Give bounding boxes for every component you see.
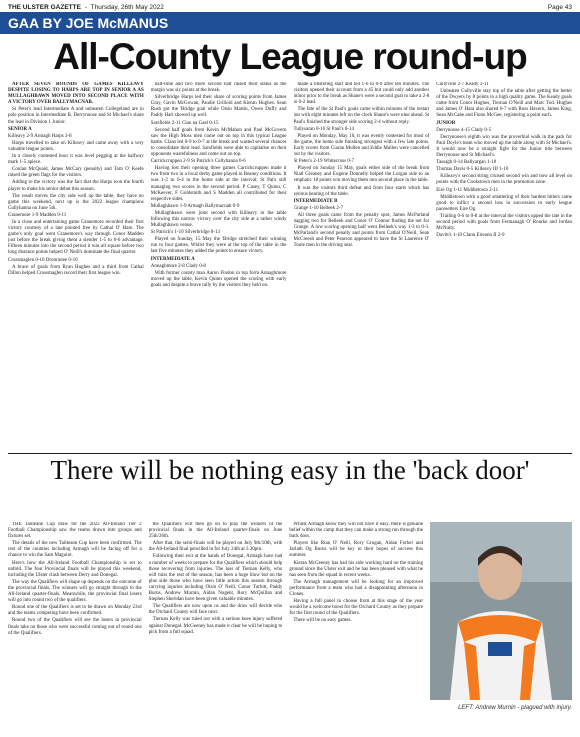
article-paragraph: Middletown with a good smattering of their hardest hitters came good to inflict a second loss in succession to early league pacesetters Eire Og. <box>436 194 572 212</box>
article-paragraph: AFTER SEVEN ROUNDS OF GAMES KILLEAVY DESPITE LOSING TO HARPS ARE TOP IN SENIOR A AS MULLAGHBAWN MOVED INTO SECOND PLACE WITH A VICTORY OVER BALLYMACNAB. <box>8 82 144 106</box>
article-paragraph: Conlan McQuaid, James McCary (penalty) and Tom O' Keefe raised the green flags for the visitors. <box>8 167 144 179</box>
match-result: Crossmaglen 0-10 Dromintee 0-10 <box>8 257 78 263</box>
article-paragraph: In a closely contested hour it was level pegging at the halfway mark 1-5 apiece. <box>8 154 144 166</box>
photo-caption: LEFT: Andrew Murnin - plagued with injury. <box>458 705 572 711</box>
article-paragraph: Silverbridge Harps led their share of scoring points from James Gray, Gavin McGowan, Paudie Grilloid and Kieran Hughes. Sean Rush got the 'Bridge goal while Oisin Martin, Owen Duffy and Paddy Hart showed up well. <box>150 95 287 119</box>
article-paragraph: made a blistering start and led 1-6 to 0-0 after ten minutes. The visitors opened their account from a 45 but could only add another minor prior to the break as Shane's were a second goal to take a 2-8 to 0-2 lead. <box>293 82 430 106</box>
article-paragraph: The fate of the St Paul's goals came within minutes of the restart but with eight minutes left on the clock Shane's were nine ahead. St Paul's finished the stronger side scoring 2-4 without reply. <box>293 107 430 125</box>
article-paragraph: Kieran McGeeney has had his side working hard on the training ground since the Ulster exit and he has been pleased with what he has seen from the squad in recent weeks. <box>289 560 424 578</box>
article-paragraph: THE Tailteann Cup draw for the 2022 All-Ireland Tier 2 Football Championship saw the teams drawn into groups and fixtures set. <box>8 522 142 540</box>
match-result: Thomas Davis 0-5 Killeavy III 1-10 <box>436 167 509 173</box>
match-result: St Patrick's 1-10 Silverbridge 0-13 <box>150 230 220 236</box>
article-paragraph: The result moves the city side well up the table, they have no game this weekend, next up is the 2022 league champions Cullyhanna on June 5th. <box>8 193 144 211</box>
article-paragraph: The way the Qualifiers will shape up depends on the outcome of the provincial finals. The winners will go straight through to the All-Ireland quarter-finals. Meanwhile, the provincial final losers will go into round two of the qualifiers. <box>8 579 142 604</box>
second-headline: There will be nothing easy in the 'back door' <box>50 455 530 485</box>
article-paragraph: Played on Sunday, 15 May the 'Bridge stretched their winning run to four games. Whilst they were at the top of the table in the last five minutes they added the points to ensure victory. <box>150 237 287 255</box>
article-paragraph: Players like Rian O' Neill, Rory Grugan, Aidan Forker and Jarlath Og Burns will be key to their hopes of success this summer. <box>289 541 424 559</box>
article-column-2 <box>151 82 287 452</box>
article-columns <box>8 82 572 452</box>
article-paragraph: In a close and entertaining game Granemore recorded their first victory courtesy of a late pointed free by Cathal O' Hare. The game's only goal went Granemore's way through Conor Madden just before the break giving them a slender 1-5 to 0-6 advantage. Fifteen minutes into the second period it was all square before two long distance points helped O' Neill's dominate the final quarter. <box>8 219 144 256</box>
article-paragraph: Having a full panel to choose from at this stage of the year would be a welcome boost for the Orchard County as they prepare for the first round of the Qualifiers. <box>289 599 424 617</box>
article-paragraph: With former county man Aaron Findon in top form Annaghmore moved up the table, Kevin Quinn opened the scoring with early goals and despite a brave rally by the visitors they held on. <box>150 270 287 288</box>
section-divider <box>8 453 572 454</box>
player-photo-illustration <box>430 522 572 700</box>
match-result: St Peter's 2-19 Whitecross 0-7 <box>293 159 355 165</box>
second-article-columns <box>8 522 423 732</box>
match-result: Grange 1-10 Belleek 2-7 <box>293 205 344 211</box>
page-number: Page 43 <box>547 4 572 11</box>
article-paragraph: All three goals came from the penalty spot, James McParland bagging two for Belleek and Conor O' Connor finding the net for Grange. A low scoring opening half went Belleek's way 1-3 to 0-3. McParland's second penalty and points from Cathal O'Neill, Sean McCreesh and Peter Pearson appeared to have the St Laurence O' Toole men in the driving seat. <box>293 212 430 249</box>
article-paragraph: There will be no easy games. <box>293 618 352 624</box>
header-left <box>8 4 166 11</box>
article-paragraph: Played on Monday, May 16, it was evenly contested for most of the game, the home side finishing strongest with a few late points. Early scores from Ciaran Mullen and Eddie Mullen were cancelled out by the visitors. <box>293 133 430 158</box>
second-article-column-2 <box>149 522 283 732</box>
article-paragraph: St Peter's lead Intermediate A and unbeaten Collegeland are in pole position in Intermediate B. Derrynoose and St Michael's share the lead in Division 1 Junior. <box>8 107 144 125</box>
article-paragraph: Round two of the Qualifiers will see the losers in provincial finals take on those who were successful coming out of round one of the Qualifiers. <box>8 618 142 636</box>
article-paragraph: Round one of the Qualifiers is set to be drawn on Monday 23rd and the teams competing have been confirmed. <box>8 605 142 617</box>
match-result: Davitt's 1-10 Clann Eireann II 2-9 <box>436 233 505 239</box>
match-result: Mullaghbawn 1-9 Armagh Ballymacnab 0-9 <box>150 203 240 209</box>
header-separator: - <box>84 4 87 11</box>
section-subheading: INTERMEDIATE B <box>293 198 338 204</box>
article-paragraph: Derrynoose's eighth win was the proverbial walk in the park for Paul Doyle's team who moved up the table along with St Michael's. It would now be a straight fight for the Junior title between Derrynoose and St Michael's. <box>436 134 572 159</box>
match-result: Granemore 1-9 Madden 0-11 <box>8 212 67 218</box>
article-paragraph: The Qualifiers are now upon us and the draw will decide who the Orchard County will face next. <box>148 604 283 616</box>
article-paragraph: Here's how the All-Ireland Football Championship is set to unfold. The four Provincial finals will be played this weekend, including the Ulster clash between Derry and Donegal. <box>8 560 142 578</box>
article-paragraph: It was the visitors third defeat and from four starts which has serious bearing of the table. <box>293 185 430 197</box>
article-paragraph: the Qualifiers will then go on to play the winners of the provincial finals in the All-Ireland quarter-finals on June 25th/26th. <box>148 522 283 540</box>
article-paragraph: Harps travelled to take on Killeavy and came away with a very valuable league points. <box>8 140 144 152</box>
match-result: Tassagh 0-14 Ballyargan 1-10 <box>436 160 497 166</box>
article-paragraph: Second half goals from Kevin McMahon and Paul McGovern saw the High Moss men come out on top in this typical League battle. Clans led 0-9 to 0-7 at the break and wasted several chances to consolidate their lead. Sarsfields were able to capitalise on their opponents wastefulness and come out on top. <box>150 127 287 158</box>
article-paragraph: Unbeaten Cullyville stay top of the table after getting the better of the Dwyers by 8 points in a high quality game. The Keady goals came from Conor Hughes, Tiernan O'Neill and Marc Tod. Hughes and James O' Hara also shared 0-7 with Ross Havern, James King, Sean McCabe and Fionn McGee, registering a point each. <box>436 89 572 119</box>
second-article-column-1 <box>8 522 142 732</box>
article-paragraph: Following their exit at the hands of Donegal, Armagh have had a number of weeks to prepare for the Qualifiers which should help those recovering from injuries. The loss of Tiernan Kelly, who will miss the rest of the season, has been a huge blow but on the plus side those who have seen little action this season through carrying injuries including Oisin O' Neill, Conor Turbitt, Paddy Burns, Andrew Murnin, Aidan Nugent, Rory McQuillan and Stephen Sheridan have been given valuable minutes. <box>148 554 283 603</box>
section-subheading: JUNIOR <box>436 120 456 126</box>
article-paragraph: Played on Sunday 15 May, goals either side of the break from Niall Greaney and Eugene Donnelly helped the Lurgan side to an emphatic 18 points win moving them into second place in the table. <box>293 166 430 184</box>
main-headline: All-County League round-up <box>53 36 527 77</box>
player-photo <box>430 522 572 700</box>
article-column-1 <box>8 82 144 452</box>
article-paragraph: Trailing 0-6 to 0-8 at the interval the visitors upped the rate in the second period with goals from Fermanagh O' Rourke and Jordan McNulty. <box>436 213 572 232</box>
section-subheading: INTERMEDIATE A <box>150 256 195 262</box>
article-paragraph: Killeavy's second string cruised second win and now all level on points with the Cookstown men in the promotion zone. <box>436 174 572 186</box>
match-result: Annaghmore 2-8 Clady 0-8 <box>150 263 206 269</box>
publication-name: THE ULSTER GAZETTE <box>8 4 81 11</box>
second-article-column-3 <box>289 522 423 732</box>
article-paragraph: The details of the new Tailteann Cup have been confirmed. The rest of the counties including Armagh will be facing off for a chance to win the Sam Maguire. <box>8 541 142 559</box>
section-band <box>0 12 580 34</box>
match-result: Sarsfields 2-11 Clan na Gael 0-15 <box>150 120 219 126</box>
article-paragraph: half-time and two more second half raised their status as the margin was six points at the break. <box>150 82 287 94</box>
article-paragraph: Having lost their opening three games Carrickcruppen made it two from two in a local derby game played in Beaney conditions. It was 1-2 to 0-4 in the home side at the interval, St Pat's still managing two scores in the second period. P Casey, T Quinn, C McKeever, F Goldsmith and S Madden all contributed for their respective sides. <box>150 166 287 202</box>
article-paragraph: A brace of goals from Ryan Hughes and a third from Cathal Dillon helped Crossmaglen record their first league win. <box>8 264 144 276</box>
match-result: Carrickcruppen 2-9 St Patrick's Cullyhanna 0-6 <box>150 159 246 165</box>
match-result: Derrynoose 4-15 Clady 0-5 <box>436 127 492 133</box>
article-column-3 <box>294 82 430 452</box>
article-paragraph: Adding to the victory was the fact that the Harps won the fourth player to make his senior debut this season. <box>8 180 144 192</box>
article-paragraph: Whilst Armagh know they will not have it easy, there is genuine belief within the camp that they can make a strong run through the back door. <box>289 522 424 540</box>
article-paragraph: Tiernan Kelly was ruled out with a serious knee injury suffered against Donegal. McGeeney has made it clear he will be hoping to pick from a full squad. <box>148 617 283 635</box>
match-result: Killeavy 2-9 Armagh Harps 3-8 <box>8 133 72 139</box>
publication-date: Thursday, 26th May 2022 <box>90 4 164 11</box>
match-result: Cullyville 2-7 Keady 3-11 <box>436 82 489 87</box>
article-paragraph: The Armagh management will be looking for an improved performance from a team who had a disappointing afternoon in Clones. <box>289 579 424 598</box>
article-paragraph: Mullaghbawn were joint second with Killeavy in the table following this narrow victory over the city side at a rather windy Mullaghbawn venue. <box>150 210 287 229</box>
article-paragraph: After that, the semi-finals will be played on July 9th/10th, with the All-Ireland final pencilled in for July 24th at 3.30pm. <box>148 541 283 553</box>
match-result: Tullysaran 0-16 St Paul's 0-14 <box>293 126 354 132</box>
section-subheading: SENIOR A <box>8 126 32 132</box>
match-result: Eire Og 1-11 Middletown 2-11 <box>436 187 499 193</box>
article-column-4 <box>436 82 572 452</box>
section-title: GAA BY JOE McMANUS <box>8 15 169 31</box>
